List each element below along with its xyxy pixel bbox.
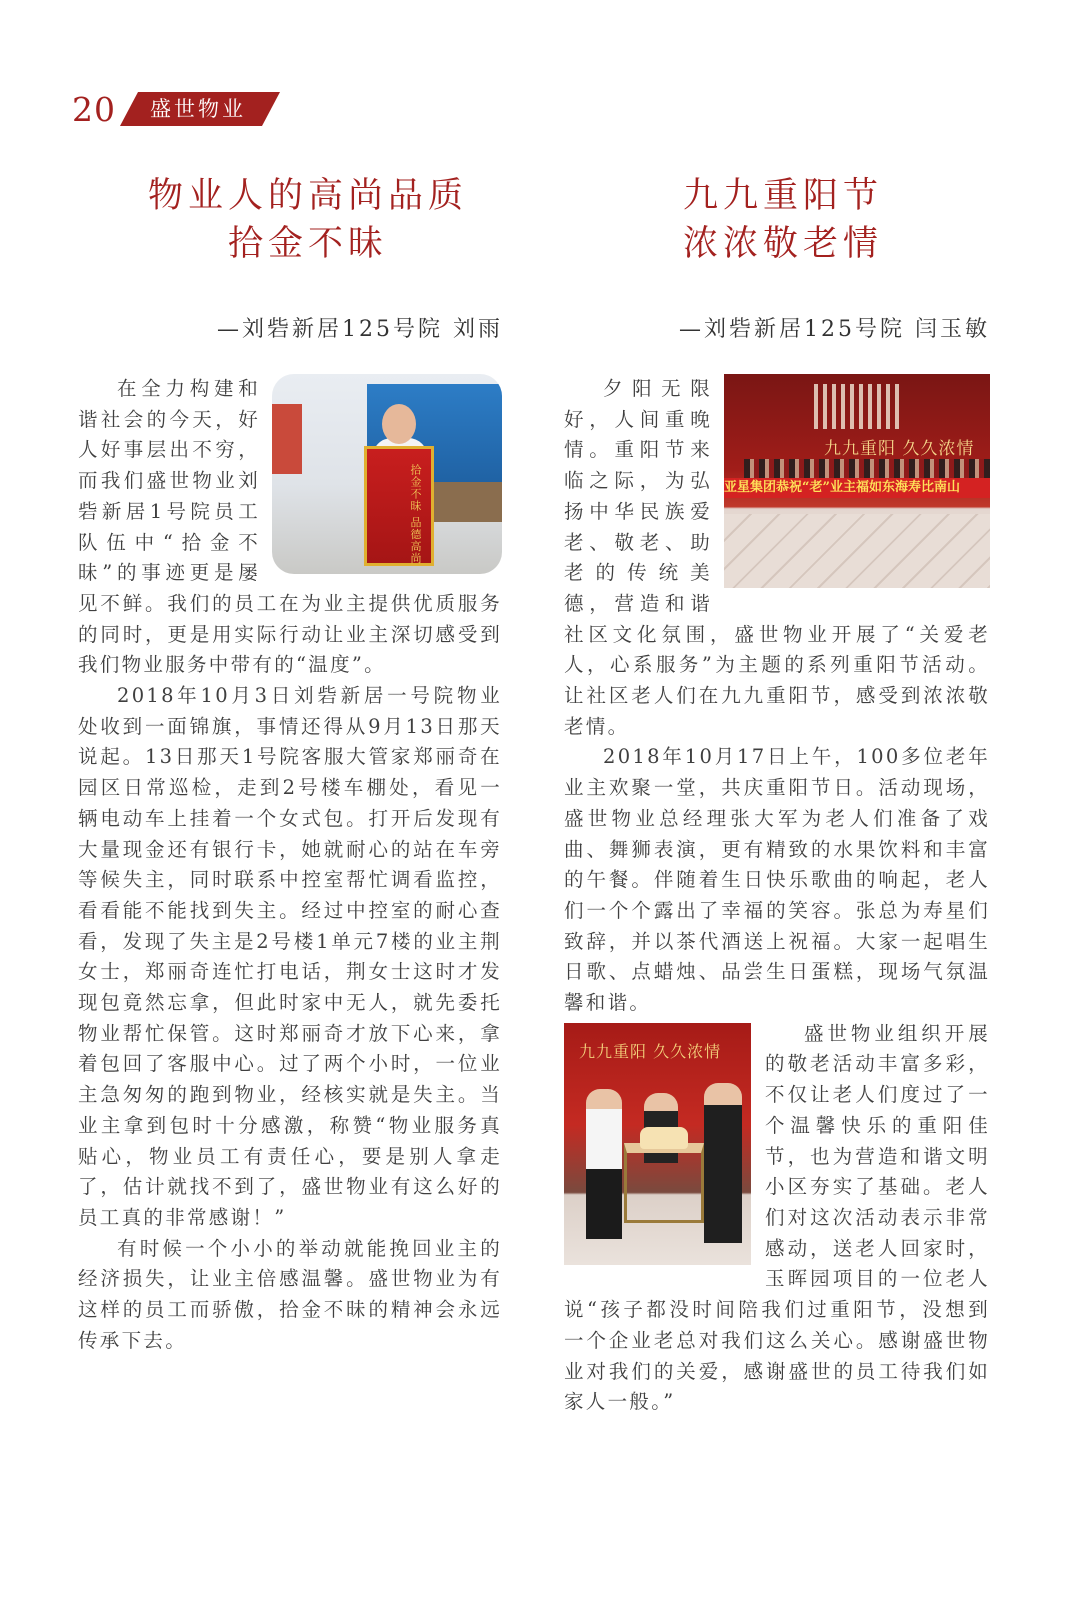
right-paragraph-3: 盛世物业组织开展的敬老活动丰富多彩，不仅让老人们度过了一个温馨快乐的重阳佳节，也为营造和谐文明小区夯实了基础。老人们对这次活动表示非常感动，送老人回家时，玉晖园项目的一位老人说“孩子都没时间陪我们过重阳节，没想到一个企业老总对我们这么关心。感谢盛世物业对我们的关爱，感谢盛世的员工待我们如家人一般。” xyxy=(564,1021,990,1414)
left-paragraph-2: 2018年10月3日刘砦新居一号院物业处收到一面锦旗，事情还得从9月13日那天说起。13日那天1号院客服大管家郑丽奇在园区日常巡检，走到2号楼车棚处，看见一辆电动车上挂着一个女式包。打开后发现有大量现金还有银行卡，她就耐心的站在车旁等候失主，同时联系中控室帮忙调看监控，看看能不能找到失主。经过中控室的耐心查看，发现了失主是2号楼1单元7楼的业主荆女士，郑丽奇连忙打电话，荆女士这时才发现包竟然忘拿，但此时家中无人，就先委托物业帮忙保管。这时郑丽奇才放下心来，拿着包回了客服中心。过了两个小时，一位业主急匆匆的跑到物业，经核实就是失主。当业主拿到包时十分感激，称赞“物业服务真贴心，物业员工有责任心，要是别人拿走了，估计就找不到了，盛世物业有这么好的员工真的非常感谢！” xyxy=(78,684,502,1229)
right-byline: —刘砦新居125号院 闫玉敏 xyxy=(679,317,990,342)
left-article-body xyxy=(78,374,502,1357)
right-paragraph-1: 夕阳无限好，人间重晚情。重阳节来临之际，为弘扬中华民族爱老、敬老、助老的传统美德，营造和谐社区文化氛围，盛世物业开展了“关爱老人，心系服务”为主题的系列重阳节活动。让社区老人们在九九重阳节，感受到浓浓敬老情。 xyxy=(564,377,990,738)
left-article-title xyxy=(78,172,538,268)
stage-photo-text: 九九重阳 久久浓情 xyxy=(824,439,975,459)
right-article-body xyxy=(564,374,990,1418)
cake-photo-sign: 九九重阳 久久浓情 xyxy=(579,1041,722,1061)
stage-photo xyxy=(724,374,990,588)
left-title-line2: 拾金不昧 xyxy=(227,224,388,264)
right-article-title xyxy=(568,172,998,268)
cake-photo xyxy=(564,1023,751,1265)
right-paragraph-2: 2018年10月17日上午，100多位老年业主欢聚一堂，共庆重阳节日。活动现场，盛世物业总经理张大军为老人们准备了戏曲、舞狮表演，更有精致的水果饮料和丰富的午餐。伴随着生日快乐歌曲的响起，老人们一个个露出了幸福的笑容。张总为寿星们致辞，并以茶代酒送上祝福。大家一起唱生日歌、点蜡烛、品尝生日蛋糕，现场气氛温馨和谐。 xyxy=(564,745,990,1015)
left-byline: —刘砦新居125号院 刘雨 xyxy=(217,317,503,342)
banner-photo xyxy=(272,374,502,574)
page-header xyxy=(72,90,302,130)
right-title-line2: 浓浓敬老情 xyxy=(682,224,883,264)
section-title: 盛世物业 xyxy=(150,97,246,121)
banner-photo-text: 拾金不昧 品德高尚 xyxy=(409,464,422,565)
stage-banner-text: 亚星集团恭祝“老”业主福如东海寿比南山 xyxy=(724,478,990,498)
left-paragraph-1: 在全力构建和谐社会的今天，好人好事层出不穷，而我们盛世物业刘砦新居1号院员工队伍中“拾金不昧”的事迹更是屡见不鲜。我们的员工在为业主提供优质服务的同时，更是用实际行动让业主深切感受到我们物业服务中带有的“温度”。 xyxy=(78,377,502,677)
left-paragraph-3: 有时候一个小小的举动就能挽回业主的经济损失，让业主倍感温馨。盛世物业为有这样的员工而骄傲，拾金不昧的精神会永远传承下去。 xyxy=(78,1236,502,1352)
page-number: 20 xyxy=(72,90,116,129)
right-title-line1: 九九重阳节 xyxy=(682,176,883,216)
left-title-line1: 物业人的高尚品质 xyxy=(147,176,468,216)
